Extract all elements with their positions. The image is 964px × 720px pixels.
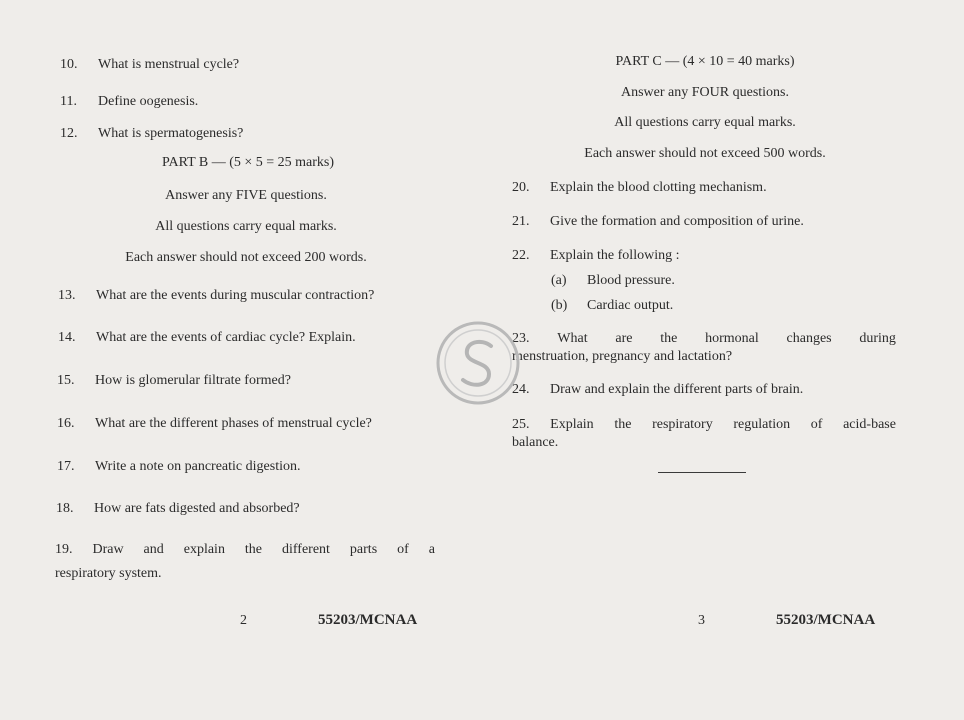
question-19	[55, 541, 435, 583]
question-19-line-2: respiratory system.	[55, 566, 162, 581]
question-25-line-1: 25. Explain the respiratory regulation of acid-base	[512, 417, 896, 432]
question-25	[512, 416, 896, 452]
right-paper-code: 55203/MCNAA	[776, 612, 876, 628]
right-page: PART C — (4 × 10 = 40 marks) Answer any FOUR questions. All questions carry equal marks. Each answer should not exceed 500 words. 20. Explain the blood clotting mechanism. 21. Give the formation and composition of urine. 22. Explain the following : (a) Blood pressure. (b) Cardiac output. 23. What are the hormonal changes during menstruation, pregnancy and lactation? 24. Draw and explain the different parts of brain. 25. Explain the respiratory regulation of acid-base balance. 3 55203/MCNAA	[512, 54, 896, 628]
question-23	[512, 330, 896, 366]
end-of-paper-rule	[658, 472, 746, 473]
left-paper-code: 55203/MCNAA	[318, 612, 418, 628]
question-23-line-2: menstruation, pregnancy and lactation?	[512, 349, 733, 364]
part-c-instruction-2: All questions carry equal marks.	[614, 115, 796, 130]
part-c-instruction-3: Each answer should not exceed 500 words.	[584, 146, 826, 161]
question-19-line-1: 19. Draw and explain the different parts of a	[55, 542, 435, 557]
watermark-seal-icon	[433, 318, 523, 408]
question-25-line-2: balance.	[512, 435, 559, 450]
part-b-instruction-3: Each answer should not exceed 200 words.	[125, 250, 367, 265]
left-page: 10. What is menstrual cycle? 11. Define oogenesis. 12. What is spermatogenesis? PART B — (5 × 5 = 25 marks) Answer any FIVE questions. All questions carry equal marks. Each answer should not exceed 200 words. 13. What are the events during muscular contraction? 14. What are the events of cardiac cycle? Explain. 15. How is glomerular filtrate formed? 16. What are the different phases of menstrual cycle? 17. Write a note on pancreatic digestion. 18. How are fats digested and absorbed? 19. Draw and explain the different parts of a respiratory system. 2 55203/MCNAA	[55, 57, 435, 628]
right-page-number: 3	[698, 613, 705, 628]
question-23-line-1: 23. What are the hormonal changes during	[512, 331, 896, 346]
part-b-heading: PART B — (5 × 5 = 25 marks)	[161, 155, 335, 170]
part-c-heading: PART C — (4 × 10 = 40 marks)	[615, 54, 795, 69]
left-page-number: 2	[240, 613, 247, 628]
part-b-instruction-2: All questions carry equal marks.	[155, 219, 337, 234]
part-b-instruction-1: Answer any FIVE questions.	[165, 188, 327, 203]
part-c-instruction-1: Answer any FOUR questions.	[621, 85, 789, 100]
